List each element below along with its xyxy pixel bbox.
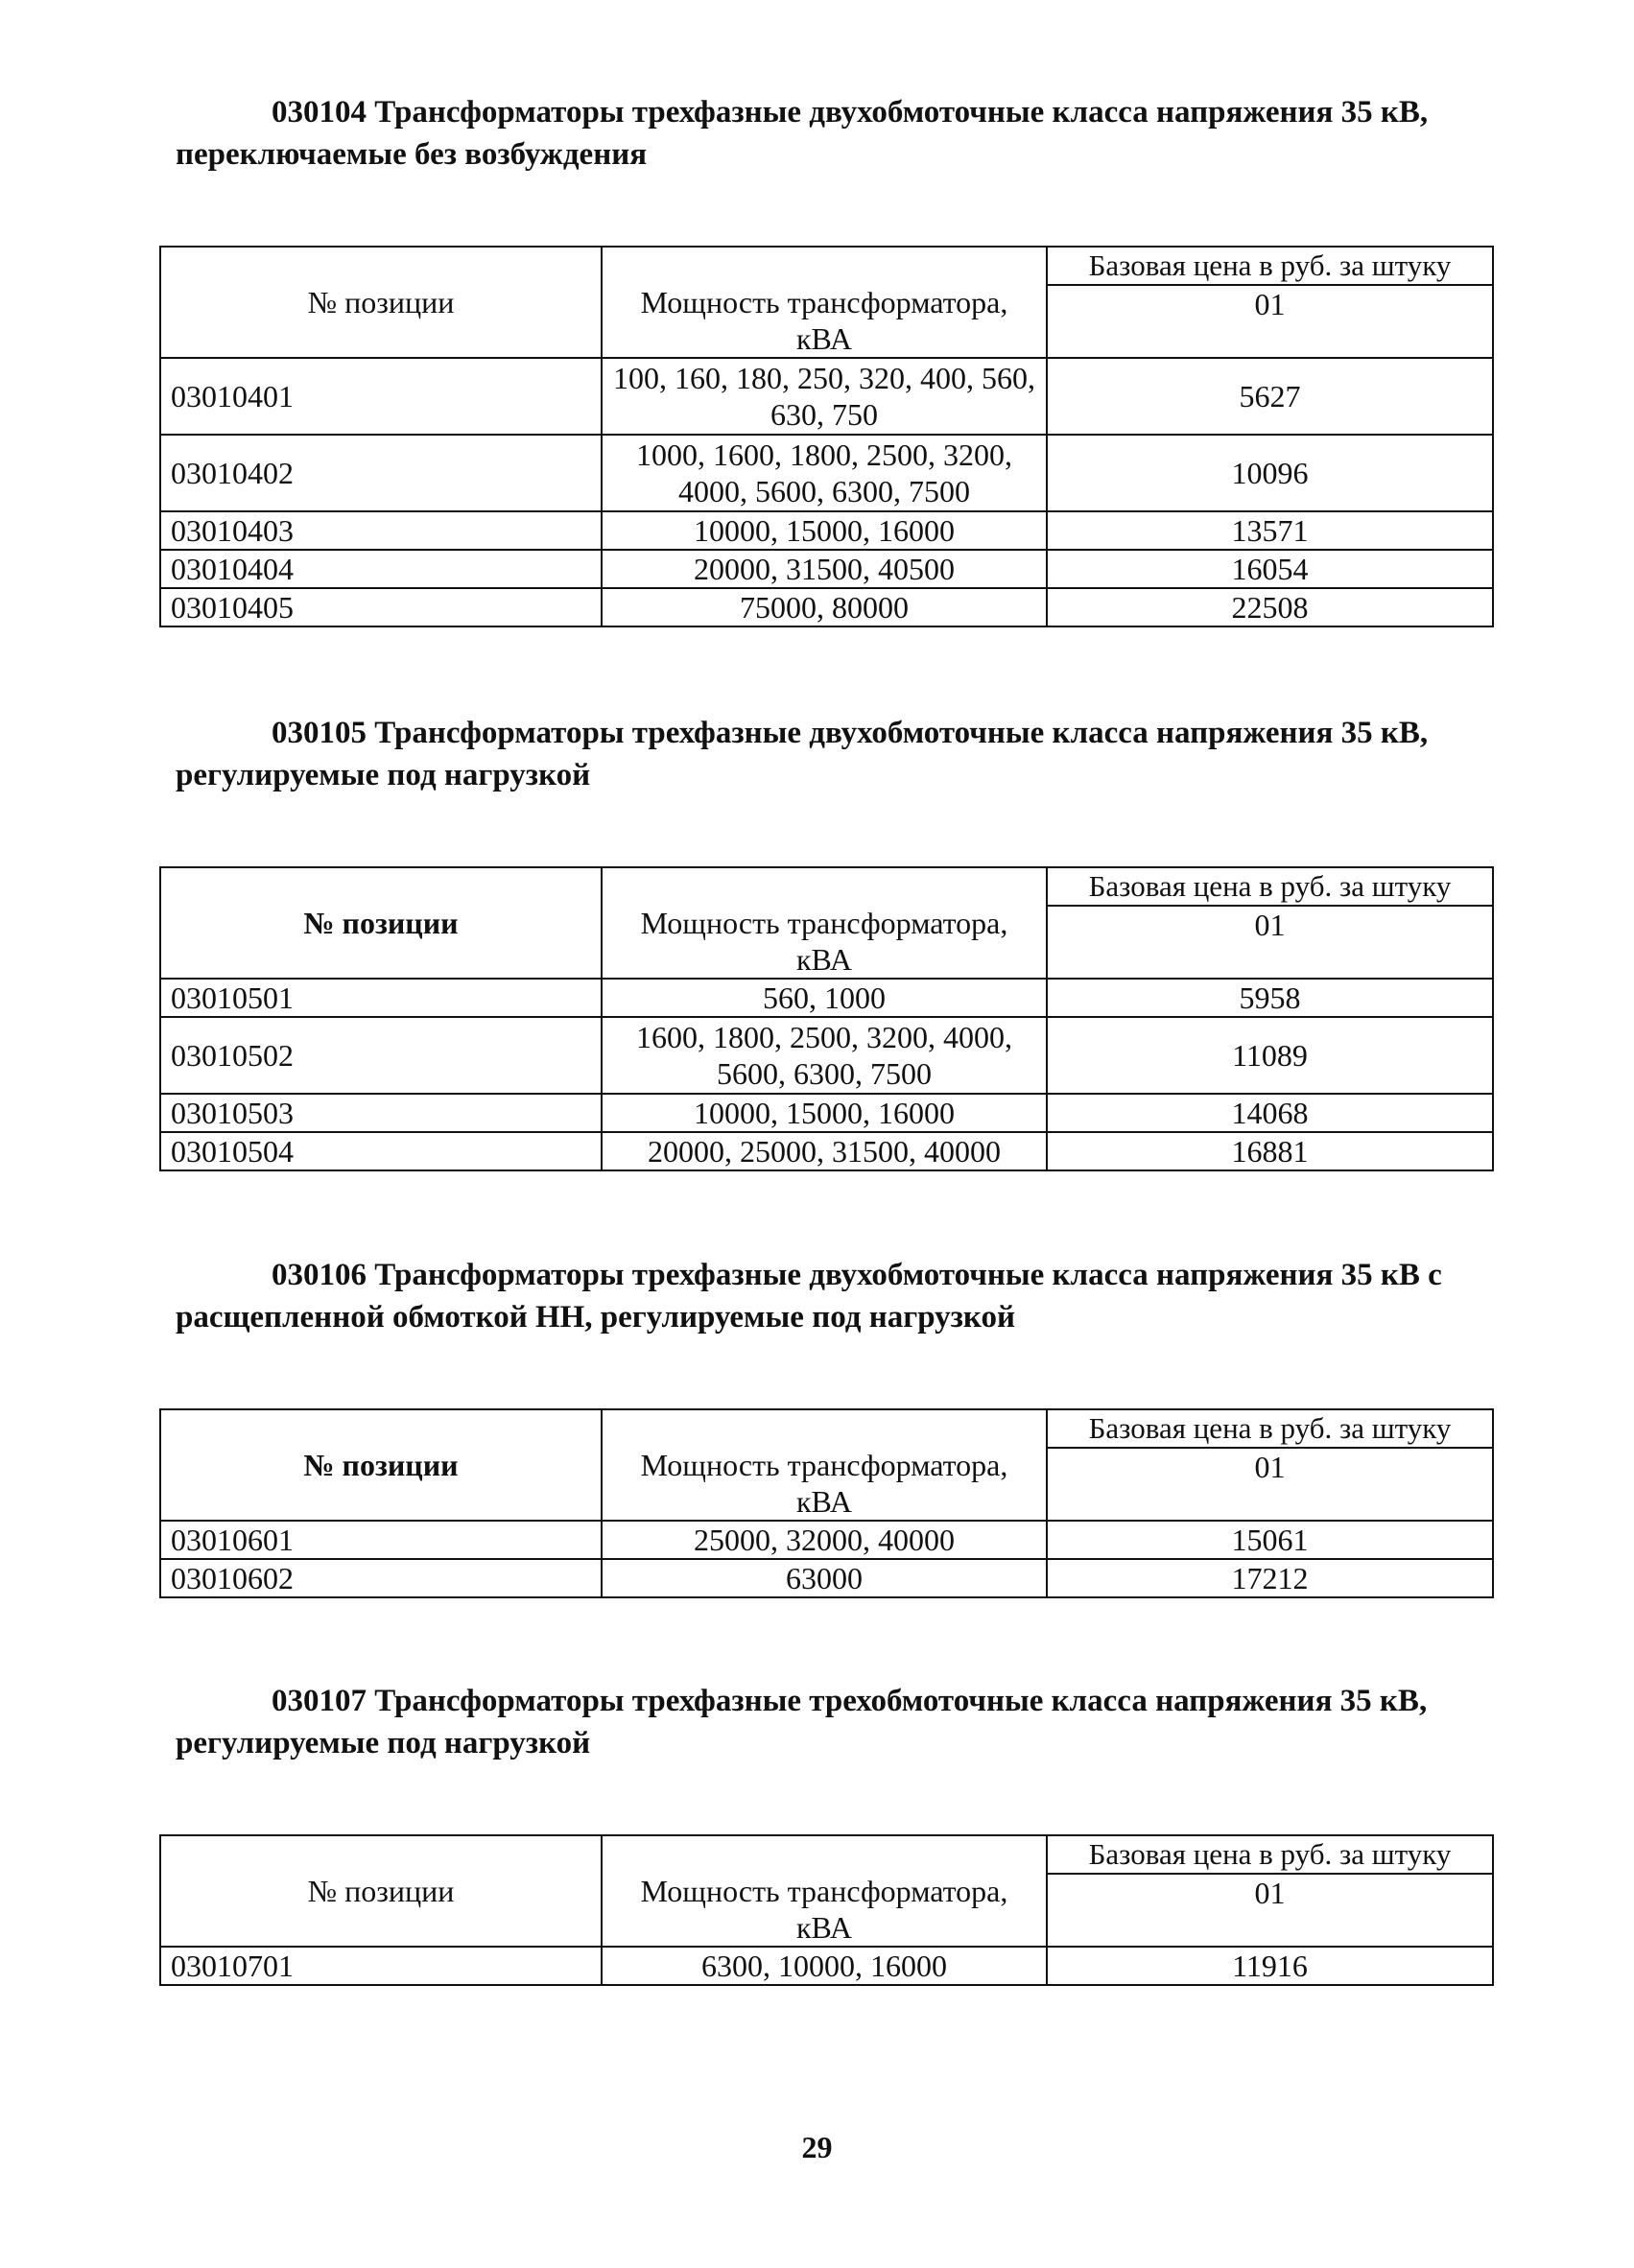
power-cell: 1600, 1800, 2500, 3200, 4000, 5600, 6300, 7500 — [602, 1017, 1047, 1094]
power-cell: 25000, 32000, 40000 — [602, 1521, 1047, 1559]
position-cell: 03010602 — [160, 1559, 602, 1597]
header-power: Мощность трансформатора, кВА — [602, 867, 1047, 979]
table-row — [160, 1094, 1493, 1132]
header-price: Базовая цена в руб. за штуку — [1047, 247, 1493, 285]
header-position: № позиции — [160, 1409, 602, 1521]
price-cell: 5627 — [1047, 358, 1493, 435]
price-table-030105 — [159, 866, 1494, 1171]
header-power: Мощность трансформатора, кВА — [602, 247, 1047, 358]
table-row — [160, 511, 1493, 550]
position-cell: 03010401 — [160, 358, 602, 435]
header-position: № позиции — [160, 1835, 602, 1947]
position-cell: 03010405 — [160, 588, 602, 626]
price-table-030107 — [159, 1834, 1494, 1986]
table-row — [160, 1947, 1493, 1985]
header-price: Базовая цена в руб. за штуку — [1047, 867, 1493, 906]
position-cell: 03010701 — [160, 1947, 602, 1985]
power-cell: 20000, 31500, 40500 — [602, 550, 1047, 588]
position-cell: 03010502 — [160, 1017, 602, 1094]
power-cell: 10000, 15000, 16000 — [602, 1094, 1047, 1132]
header-price-code: 01 — [1047, 1448, 1493, 1521]
header-price: Базовая цена в руб. за штуку — [1047, 1409, 1493, 1448]
price-cell: 17212 — [1047, 1559, 1493, 1597]
price-cell: 5958 — [1047, 979, 1493, 1017]
price-cell: 15061 — [1047, 1521, 1493, 1559]
price-table-030106 — [159, 1408, 1494, 1598]
power-cell: 560, 1000 — [602, 979, 1047, 1017]
table-row — [160, 979, 1493, 1017]
header-price: Базовая цена в руб. за штуку — [1047, 1835, 1493, 1874]
price-cell: 11089 — [1047, 1017, 1493, 1094]
table-row — [160, 1017, 1493, 1094]
header-price-code: 01 — [1047, 285, 1493, 358]
header-power: Мощность трансформатора, кВА — [602, 1835, 1047, 1947]
header-price-code: 01 — [1047, 1874, 1493, 1947]
table-row — [160, 1521, 1493, 1559]
position-cell: 03010404 — [160, 550, 602, 588]
position-cell: 03010403 — [160, 511, 602, 550]
section-heading-030106: 030106 Трансформаторы трехфазные двухобмоточные класса напряжения 35 кВ с расщепленной обмоткой НН, регулируемые под нагрузкой — [176, 1258, 1442, 1335]
header-position: № позиции — [160, 247, 602, 358]
position-cell: 03010402 — [160, 435, 602, 511]
position-cell: 03010501 — [160, 979, 602, 1017]
power-cell: 6300, 10000, 16000 — [602, 1947, 1047, 1985]
power-cell: 10000, 15000, 16000 — [602, 511, 1047, 550]
table-row — [160, 550, 1493, 588]
table-row — [160, 1132, 1493, 1170]
price-cell: 10096 — [1047, 435, 1493, 511]
price-cell: 16881 — [1047, 1132, 1493, 1170]
position-cell: 03010504 — [160, 1132, 602, 1170]
price-table-030104 — [159, 246, 1494, 627]
power-cell: 20000, 25000, 31500, 40000 — [602, 1132, 1047, 1170]
power-cell: 100, 160, 180, 250, 320, 400, 560, 630, 750 — [602, 358, 1047, 435]
price-cell: 22508 — [1047, 588, 1493, 626]
price-cell: 16054 — [1047, 550, 1493, 588]
price-cell: 13571 — [1047, 511, 1493, 550]
page-number: 29 — [801, 2130, 833, 2164]
power-cell: 1000, 1600, 1800, 2500, 3200, 4000, 5600, 6300, 7500 — [602, 435, 1047, 511]
table-row — [160, 358, 1493, 435]
section-heading-030107: 030107 Трансформаторы трехфазные трехобмоточные класса напряжения 35 кВ, регулируемые под нагрузкой — [176, 1684, 1428, 1760]
table-row — [160, 435, 1493, 511]
section-heading-030104: 030104 Трансформаторы трехфазные двухобмоточные класса напряжения 35 кВ, переключаемые без возбуждения — [176, 95, 1429, 172]
header-price-code: 01 — [1047, 906, 1493, 979]
section-heading-030105: 030105 Трансформаторы трехфазные двухобмоточные класса напряжения 35 кВ, регулируемые под нагрузкой — [176, 716, 1429, 792]
header-position: № позиции — [160, 867, 602, 979]
position-cell: 03010503 — [160, 1094, 602, 1132]
table-row — [160, 588, 1493, 626]
header-power: Мощность трансформатора, кВА — [602, 1409, 1047, 1521]
price-cell: 11916 — [1047, 1947, 1493, 1985]
position-cell: 03010601 — [160, 1521, 602, 1559]
power-cell: 75000, 80000 — [602, 588, 1047, 626]
table-row — [160, 1559, 1493, 1597]
power-cell: 63000 — [602, 1559, 1047, 1597]
price-cell: 14068 — [1047, 1094, 1493, 1132]
